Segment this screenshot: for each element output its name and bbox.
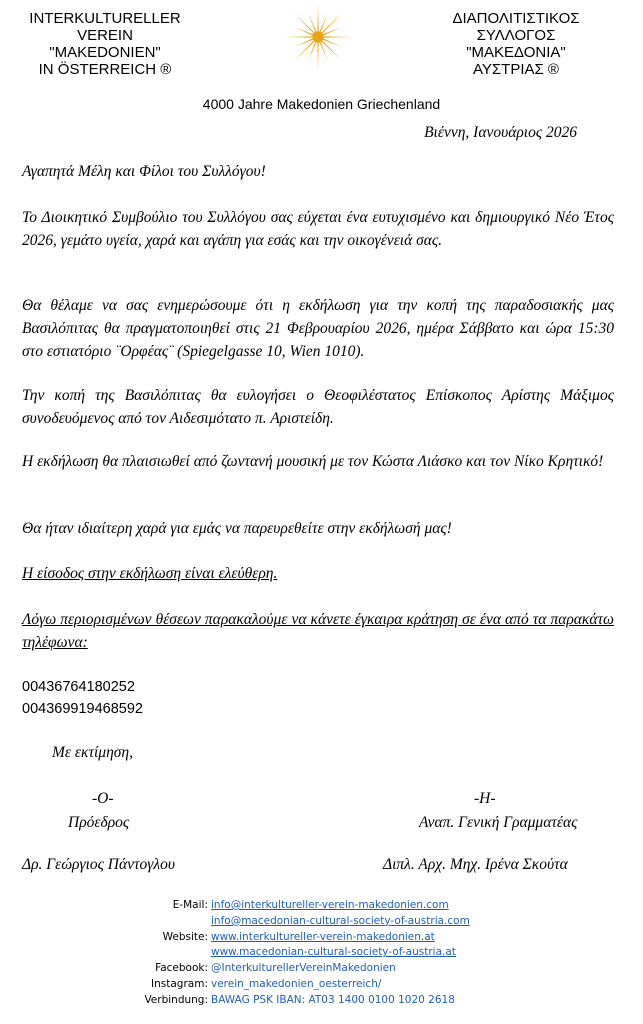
paragraph-event-info: Θα θέλαμε να σας ενημερώσουμε ότι η εκδήλωση για την κοπή της παραδοσιακής μας Βασιλόπιτας θα πραγματοποιηθεί στις 21 Φεβρουαρίου 2026, ημέρα Σάββατο και ώρα 15:30 στο εστιατόριο ¨Ορφέας¨ (Spiegelgasse 10, Wien 1010). xyxy=(22,297,614,360)
signature-left-name: Δρ. Γεώργιος Πάντογλου xyxy=(22,856,175,873)
free-entry-line xyxy=(22,562,614,585)
sun-ray xyxy=(295,38,314,46)
sun-ray xyxy=(323,36,352,37)
contact-row-email-2 xyxy=(0,914,643,930)
free-entry-text: Η είσοδος στην εκδήλωση είναι ελεύθερη. xyxy=(22,565,278,582)
header-subtitle: 4000 Jahre Makedonien Griechenland xyxy=(202,96,441,112)
signature-right-article: -Η- xyxy=(474,790,496,807)
contact-row-facebook xyxy=(0,961,643,977)
letter-date: Βιέννη, Ιανουάριος 2026 xyxy=(424,124,577,141)
header-right-line: ΑΥΣΤΡΙΑΣ ® xyxy=(472,61,559,78)
reservation-note-text: Λόγω περιορισμένων θέσεων παρακαλούμε να κάνετε έγκαιρα κράτηση σε ένα από τα παρακάτω τηλέφωνα: xyxy=(22,611,614,651)
email-label: E-Mail: xyxy=(172,899,208,911)
instagram-label: Instagram: xyxy=(151,977,208,990)
website-link-1[interactable]: www.interkultureller-verein-makedonien.at xyxy=(211,930,435,943)
contact-row-instagram xyxy=(0,977,643,993)
sun-ray xyxy=(308,14,316,33)
paragraph-blessing: Την κοπή της Βασιλόπιτας θα ευλογήσει ο Θεοφιλέστατος Επίσκοπος Αρίστης Μάξιμος συνοδευόμενος από τον Αιδεσιμότατο π. Αριστείδη. xyxy=(22,387,614,427)
phone-number-2: 004369919468592 xyxy=(22,701,143,717)
sun-center xyxy=(312,31,323,42)
sun-ray xyxy=(317,3,318,32)
signature-right-role: Αναπ. Γενική Γραμματέας xyxy=(419,814,578,831)
bank-label: Verbindung: xyxy=(144,993,208,1006)
greeting: Αγαπητά Μέλη και Φίλοι του Συλλόγου! xyxy=(22,163,266,180)
closing: Με εκτίμηση, xyxy=(52,744,133,761)
header-left-line: VEREIN xyxy=(77,27,133,44)
sun-ray xyxy=(321,13,342,34)
contact-row-website-2 xyxy=(0,945,643,961)
header-left-line: IN ÖSTERREICH ® xyxy=(38,61,172,78)
contact-row-website xyxy=(0,930,643,946)
sun-ray xyxy=(294,13,315,34)
sun-ray xyxy=(308,41,316,60)
facebook-handle: @InterkulturellerVereinMakedonien xyxy=(211,962,396,975)
sun-ray xyxy=(321,40,342,61)
header-org-name-german xyxy=(21,10,189,78)
email-link-2[interactable]: info@macedonian-cultural-society-of-austria.com xyxy=(211,914,470,927)
signature-left-article: -Ο- xyxy=(92,790,114,807)
email-link-1[interactable]: info@interkultureller-verein-makedonien.com xyxy=(211,899,449,911)
contact-footer xyxy=(0,898,643,1009)
sun-ray xyxy=(317,42,318,71)
sun-ray xyxy=(295,27,314,35)
phone-number-1: 00436764180252 xyxy=(22,679,135,695)
sun-ray xyxy=(284,36,313,37)
sun-ray xyxy=(319,41,327,60)
header-right-line: "ΜΑΚΕΔΟΝΙΑ" xyxy=(466,44,566,61)
sun-ray xyxy=(319,14,327,33)
signature-right-name: Διπλ. Αρχ. Μηχ. Ιρένα Σκούτα xyxy=(383,856,568,873)
signature-left-role: Πρόεδρος xyxy=(68,814,130,831)
sun-ray xyxy=(322,38,341,46)
header-left-line: INTERKULTURELLER xyxy=(29,10,181,27)
facebook-label: Facebook: xyxy=(155,962,208,975)
vergina-sun-icon xyxy=(283,2,353,72)
website-label: Website: xyxy=(162,930,208,943)
paragraph-new-year-wishes: Το Διοικητικό Συμβούλιο του Συλλόγου σας εύχεται ένα ευτυχισμένο και δημιουργικό Νέο Έτος 2026, γεμάτο υγεία, χαρά και αγάπη για εσάς και την οικογένειά σας. xyxy=(22,209,614,249)
sun-ray xyxy=(322,27,341,35)
contact-row-email xyxy=(0,898,643,914)
website-link-2[interactable]: www.macedonian-cultural-society-of-austria.at xyxy=(211,946,456,959)
contact-row-bank xyxy=(0,993,643,1009)
instagram-handle: verein_makedonien_oesterreich/ xyxy=(211,977,382,990)
header-right-line: ΣΥΛΛΟΓΟΣ xyxy=(476,27,556,44)
bank-details: BAWAG PSK IBAN: AT03 1400 0100 1020 2618 xyxy=(211,993,455,1006)
header-org-name-greek xyxy=(441,10,591,78)
header-right-line: ΔΙΑΠΟΛΙΤΙΣΤΙΚΟΣ xyxy=(452,10,580,27)
paragraph-invitation: Θα ήταν ιδιαίτερη χαρά για εμάς να παρευρεθείτε στην εκδήλωσή μας! xyxy=(22,520,452,537)
sun-ray xyxy=(294,40,315,61)
paragraph-live-music: Η εκδήλωση θα πλαισιωθεί από ζωντανή μουσική με τον Κώστα Λιάσκο και τον Νίκο Κρητικό! xyxy=(22,453,604,470)
header-left-line: "MAKEDONIEN" xyxy=(49,44,161,61)
reservation-note-line xyxy=(22,608,614,654)
